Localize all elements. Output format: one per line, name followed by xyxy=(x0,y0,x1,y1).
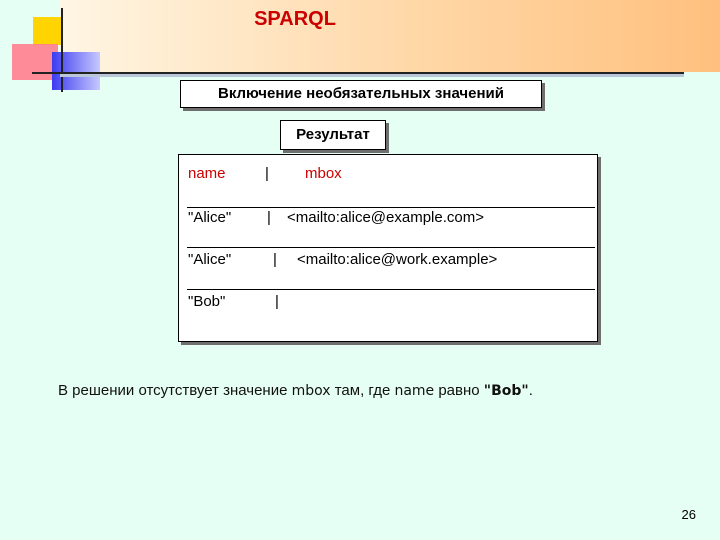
note-name: name xyxy=(394,383,435,399)
result-label: Результат xyxy=(280,120,386,150)
row-1-mbox: <mailto:alice@example.com> xyxy=(287,209,484,226)
slide-title: SPARQL xyxy=(254,8,336,30)
page-number: 26 xyxy=(681,507,696,522)
row-2-separator: | xyxy=(273,251,277,268)
result-table xyxy=(178,154,598,342)
row-3-name: "Bob" xyxy=(188,293,226,310)
header-mbox: mbox xyxy=(305,165,342,182)
note-bob: "Bob" xyxy=(483,383,529,399)
slide-subtitle: Включение необязательных значений xyxy=(180,80,542,108)
row-1-separator: | xyxy=(267,209,271,226)
row-1-name: "Alice" xyxy=(188,209,232,226)
note-part1: В решении отсутствует значение xyxy=(58,382,292,399)
decor-blue-square xyxy=(52,52,100,90)
row-3-separator: | xyxy=(275,293,279,310)
row-2-mbox: <mailto:alice@work.example> xyxy=(297,251,498,268)
row-divider xyxy=(187,247,595,248)
row-divider xyxy=(187,289,595,290)
note-part2: там, где xyxy=(330,382,395,399)
row-2-name: "Alice" xyxy=(188,251,232,268)
note-mbox: mbox xyxy=(291,383,331,399)
header-name: name xyxy=(188,165,226,182)
header-separator: | xyxy=(265,165,269,182)
explanation-text xyxy=(58,382,533,399)
note-part4: . xyxy=(528,382,533,399)
header-rule-shadow xyxy=(60,74,684,77)
note-part3: равно xyxy=(434,382,484,399)
row-divider xyxy=(187,207,595,208)
